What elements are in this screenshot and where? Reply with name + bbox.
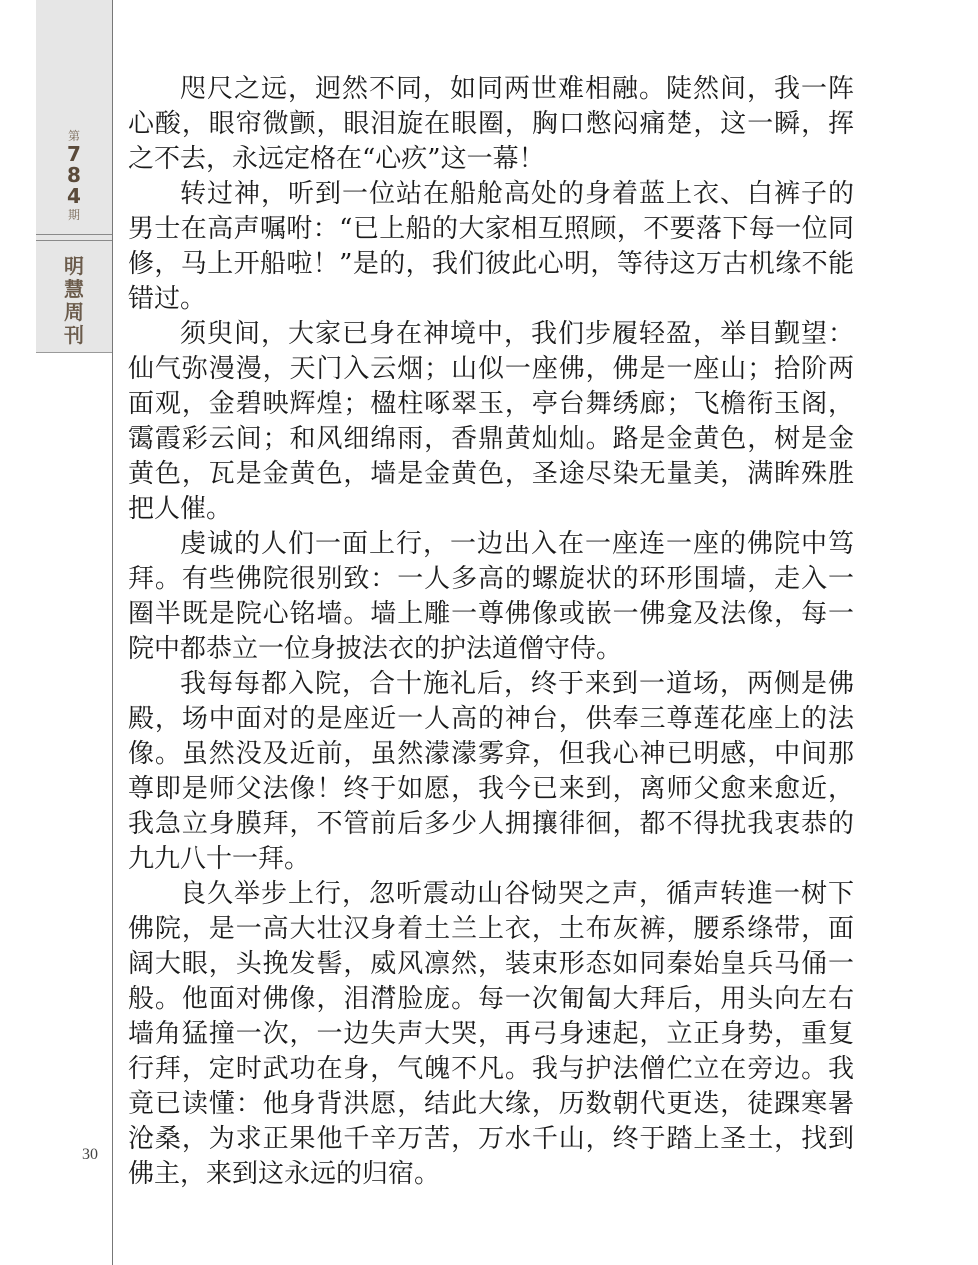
issue-digit: 7 [67, 142, 81, 166]
page-number: 30 [82, 1146, 98, 1163]
article-body [128, 72, 854, 1192]
magazine-title-char: 刊 [64, 323, 84, 347]
margin-rule [112, 0, 113, 1265]
magazine-title-char: 周 [64, 300, 84, 324]
sidebar-divider [36, 234, 112, 241]
paragraph: 良久举步上行，忽听震动山谷恸哭之声，循声转進一树下佛院，是一高大壮汉身着土兰上衣，土布灰裤，腰系绦带，面阔大眼，头挽发髻，威风凛然，装束形态如同秦始皇兵马俑一般。他面对佛像，泪潸脸庞。每一次匍匐大拜后，用头向左右墙角猛撞一次，一边失声大哭，再弓身速起，立正身势，重复行拜，定时武功在身，气魄不凡。我与护法僧伫立在旁边。我竟已读懂：他身背洪愿，结此大缘，历数朝代更迭，徒踝寒暑沧桑，为求正果他千辛万苦，万水千山，终于踏上圣土，找到佛主，来到这永远的归宿。 [128, 879, 854, 1189]
issue-digit: 4 [67, 184, 81, 208]
magazine-title-char: 明 [64, 254, 84, 278]
paragraph: 咫尺之远，迥然不同，如同两世难相融。陡然间，我一阵心酸，眼帘微颤，眼泪旋在眼圈，胸口憋闷痛楚，这一瞬，挥之不去，永远定格在“心疚”这一幕！ [128, 74, 854, 174]
issue-digit: 8 [67, 163, 81, 187]
paragraph: 转过神，听到一位站在船舱高处的身着蓝上衣、白裤子的男士在高声嘱咐：“已上船的大家相互照顾，不要落下每一位同修，马上开船啦！”是的，我们彼此心明，等待这万古机缘不能错过。 [128, 179, 854, 314]
paragraph: 须臾间，大家已身在神境中，我们步履轻盈，举目觐望：仙气弥漫漫，天门入云烟；山似一座佛，佛是一座山；拾阶两面观，金碧映辉煌；楹柱啄翠玉，亭台舞绣廊；飞檐衔玉阁，霭霞彩云间；和风细绵雨，香鼎黄灿灿。路是金黄色，树是金黄色，瓦是金黄色，墙是金黄色，圣途尽染无量美，满眸殊胜把人催。 [128, 319, 854, 524]
issue-prefix: 第 [67, 129, 80, 143]
issue-label [36, 128, 112, 223]
magazine-title [36, 255, 112, 347]
paragraph: 虔诚的人们一面上行，一边出入在一座连一座的佛院中笃拜。有些佛院很别致：一人多高的螺旋状的环形围墙，走入一圈半既是院心铭墙。墙上雕一尊佛像或嵌一佛龛及法像，每一院中都恭立一位身披法衣的护法道僧守侍。 [128, 529, 854, 664]
issue-suffix: 期 [67, 208, 80, 222]
magazine-title-char: 慧 [64, 277, 84, 301]
paragraph: 我每每都入院，合十施礼后，终于来到一道场，两侧是佛殿，场中面对的是座近一人高的神台，供奉三尊莲花座上的法像。虽然没及近前，虽然濛濛雾弇，但我心神已明感，中间那尊即是师父法像！终于如愿，我今已来到，离师父愈来愈近，我急立身膜拜，不管前后多少人拥攘徘徊，都不得扰我衷恭的九九八十一拜。 [128, 669, 854, 874]
